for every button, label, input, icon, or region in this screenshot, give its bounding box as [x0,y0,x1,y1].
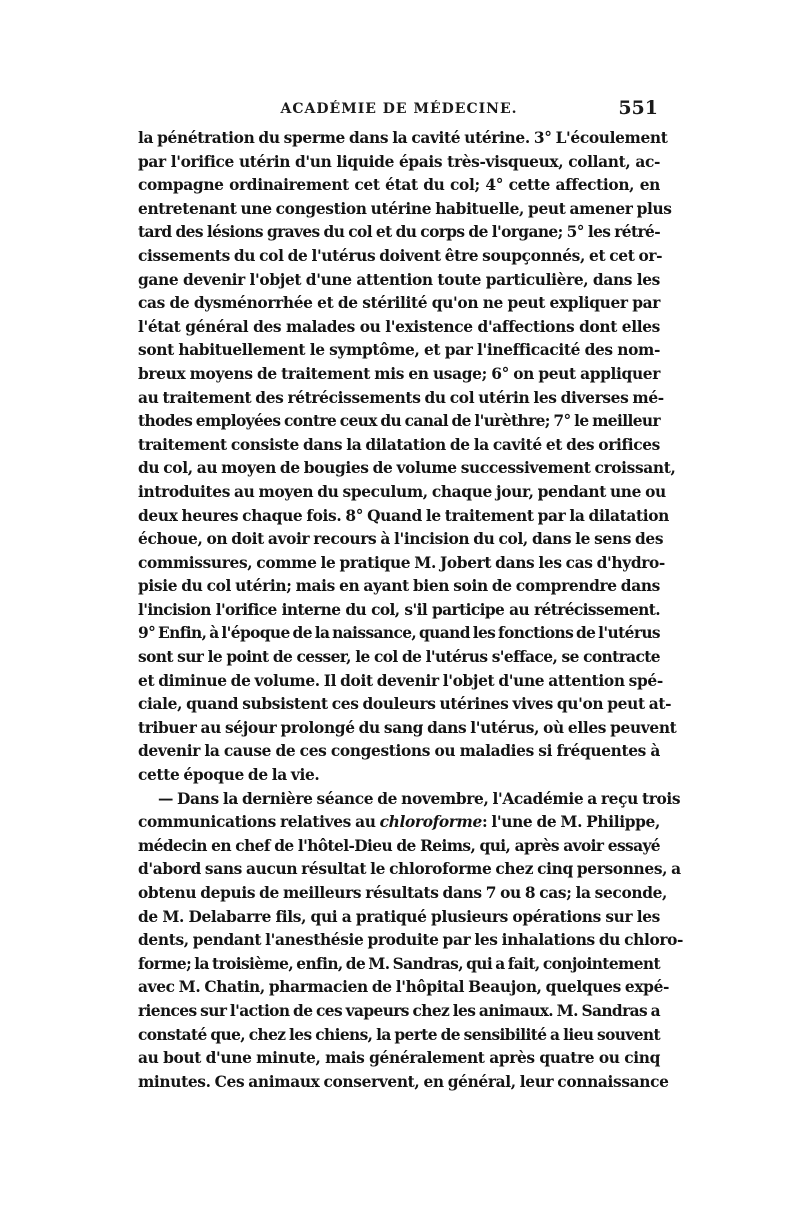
text-line: traitement consiste dans la dilatation de la cavité et des orifices [138,435,660,454]
text-line: médecin en chef de l'hôtel-Dieu de Reims, qui, après avoir essayé [138,836,660,855]
text-line: cas de dysménorrhée et de stérilité qu'on ne peut expliquer par [138,294,660,313]
text-fragment: : l'une de M. Philippe, [481,813,661,832]
text-line: breux moyens de traitement mis en usage; 6° on peut appliquer [138,364,660,383]
text-line: échoue, on doit avoir recours à l'incision du col, dans le sens des [138,530,664,549]
running-head [138,97,660,123]
text-line: deux heures chaque fois. 8° Quand le traitement par la dilatation [138,506,669,525]
text-line: 9° Enfin, à l'époque de la naissance, quand les fonctions de l'utérus [138,624,660,643]
text-line: minutes. Ces animaux conservent, en général, leur connaissance [138,1072,669,1091]
text-line: du col, au moyen de bougies de volume successivement croissant, [138,459,676,478]
text-line: dents, pendant l'anesthésie produite par les inhalations du chloro- [138,931,684,950]
text-line: riences sur l'action de ces vapeurs chez les animaux. M. Sandras a [138,1001,660,1020]
text-line: compagne ordinairement cet état du col; 4° cette affection, en [138,176,660,195]
text-line: cette époque de la vie. [138,766,320,785]
body-text [138,127,684,1094]
text-line: l'incision l'orifice interne du col, s'il participe au rétrécissement. [138,600,660,619]
text-line: introduites au moyen du speculum, chaque jour, pendant une ou [138,482,666,501]
text-line: obtenu depuis de meilleurs résultats dans 7 ou 8 cas; la seconde, [138,884,668,902]
text-fragment: communications relatives au [138,813,376,832]
text-line: constaté que, chez les chiens, la perte de sensibilité a lieu souvent [138,1025,660,1044]
text-line: thodes employées contre ceux du canal de l'urèthre; 7° le meilleur [138,412,660,431]
text-line: avec M. Chatin, pharmacien de l'hôpital Beaujon, quelques expé- [138,978,670,997]
text-line: par l'orifice utérin d'un liquide épais très-visqueux, collant, ac- [138,152,660,171]
page-number: 551 [618,97,658,119]
text-line: et diminue de volume. Il doit devenir l'objet d'une attention spé- [138,671,663,690]
text-line: la pénétration du sperme dans la cavité utérine. 3° L'écoulement [138,129,668,147]
text-line: gane devenir l'objet d'une attention toute particulière, dans les [138,270,660,289]
text-line: tard des lésions graves du col et du corps de l'organe; 5° les rétré- [138,223,660,242]
book-page [138,97,684,1094]
text-line: de M. Delabarre fils, qui a pratiqué plusieurs opérations sur les [138,907,660,926]
text-line: forme; la troisième, enfin, de M. Sandras, qui a fait, conjointement [138,954,660,973]
text-line: pisie du col utérin; mais en ayant bien soin de comprendre dans [138,577,660,596]
text-line [138,811,660,835]
text-line: — Dans la dernière séance de novembre, l'Académie a reçu trois [158,789,681,808]
text-line: commissures, comme le pratique M. Jobert dans les cas d'hydro- [138,553,665,572]
text-line: tribuer au séjour prolongé du sang dans l'utérus, où elles peuvent [138,718,677,737]
italic-term: chloroforme [379,813,482,832]
text-line: ciale, quand subsistent ces douleurs utérines vives qu'on peut at- [138,695,672,714]
text-line: sont sur le point de cesser, le col de l'utérus s'efface, se contracte [138,648,660,667]
text-line: l'état général des malades ou l'existence d'affections dont elles [138,317,660,336]
text-line: sont habituellement le symptôme, et par l'inefficacité des nom- [138,341,660,360]
text-line: devenir la cause de ces congestions ou maladies si fréquentes à [138,742,660,761]
text-line: d'abord sans aucun résultat le chloroforme chez cinq personnes, a [138,860,681,879]
text-line: entretenant une congestion utérine habituelle, peut amener plus [138,199,672,218]
text-line: au bout d'une minute, mais généralement après quatre ou cinq [138,1049,660,1068]
text-line: au traitement des rétrécissements du col utérin les diverses mé- [138,388,664,407]
text-line: cissements du col de l'utérus doivent être soupçonnés, et cet or- [138,246,663,265]
running-head-title: ACADÉMIE DE MÉDECINE. [280,101,518,117]
